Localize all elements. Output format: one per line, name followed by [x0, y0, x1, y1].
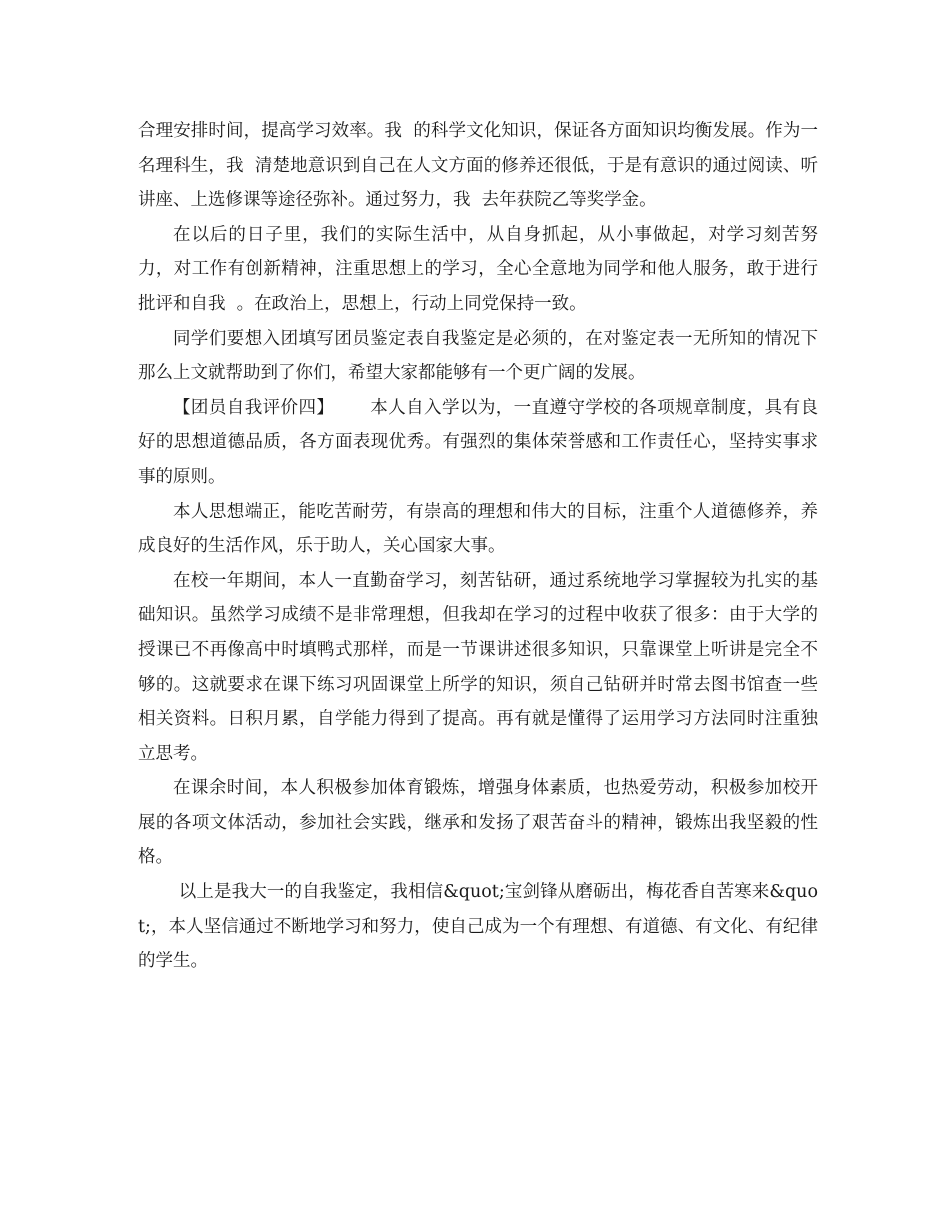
paragraph-7: 在课余时间，本人积极参加体育锻炼，增强身体素质，也热爱劳动，积极参加校开展的各项文体活动，参加社会实践，继承和发扬了艰苦奋斗的精神，锻炼出我坚毅的性格。 [138, 778, 818, 868]
paragraph-3: 同学们要想入团填写团员鉴定表自我鉴定是必须的，在对鉴定表一无所知的情况下那么上文就帮助到了你们，希望大家都能够有一个更广阔的发展。 [138, 328, 818, 384]
paragraph-6: 在校一年期间，本人一直勤奋学习，刻苦钻研，通过系统地学习掌握较为扎实的基础知识。虽然学习成绩不是非常理想，但我却在学习的过程中收获了很多：由于大学的授课已不再像高中时填鸭式那样，而是一节课讲述很多知识，只靠课堂上听讲是完全不够的。这就要求在课下练习巩固课堂上所学的知识，须自己钻研并时常去图书馆查一些相关资料。日积月累，自学能力得到了提高。再有就是懂得了运用学习方法同时注重独立思考。 [138, 570, 818, 764]
paragraph-2: 在以后的日子里，我们的实际生活中，从自身抓起，从小事做起，对学习刻苦努力，对工作有创新精神，注重思想上的学习，全心全意地为同学和他人服务，敢于进行批评和自我 。在政治上，思想上，行动上同党保持一致。 [138, 224, 818, 314]
paragraph-4: 【团员自我评价四】 本人自入学以为，一直遵守学校的各项规章制度，具有良好的思想道德品质，各方面表现优秀。有强烈的集体荣誉感和工作责任心，坚持实事求事的原则。 [138, 397, 818, 487]
document-body [138, 114, 818, 979]
paragraph-1: 合理安排时间，提高学习效率。我 的科学文化知识，保证各方面知识均衡发展。作为一名理科生，我 清楚地意识到自己在人文方面的修养还很低，于是有意识的通过阅读、听讲座、上选修课等途径弥补。通过努力，我 去年获院乙等奖学金。 [138, 121, 818, 211]
paragraph-8: 以上是我大一的自我鉴定，我相信&quot;宝剑锋从磨砺出，梅花香自苦寒来&quot;，本人坚信通过不断地学习和努力，使自己成为一个有理想、有道德、有文化、有纪律的学生。 [138, 882, 818, 972]
paragraph-5: 本人思想端正，能吃苦耐劳，有崇高的理想和伟大的目标，注重个人道德修养，养成良好的生活作风，乐于助人，关心国家大事。 [138, 501, 818, 557]
